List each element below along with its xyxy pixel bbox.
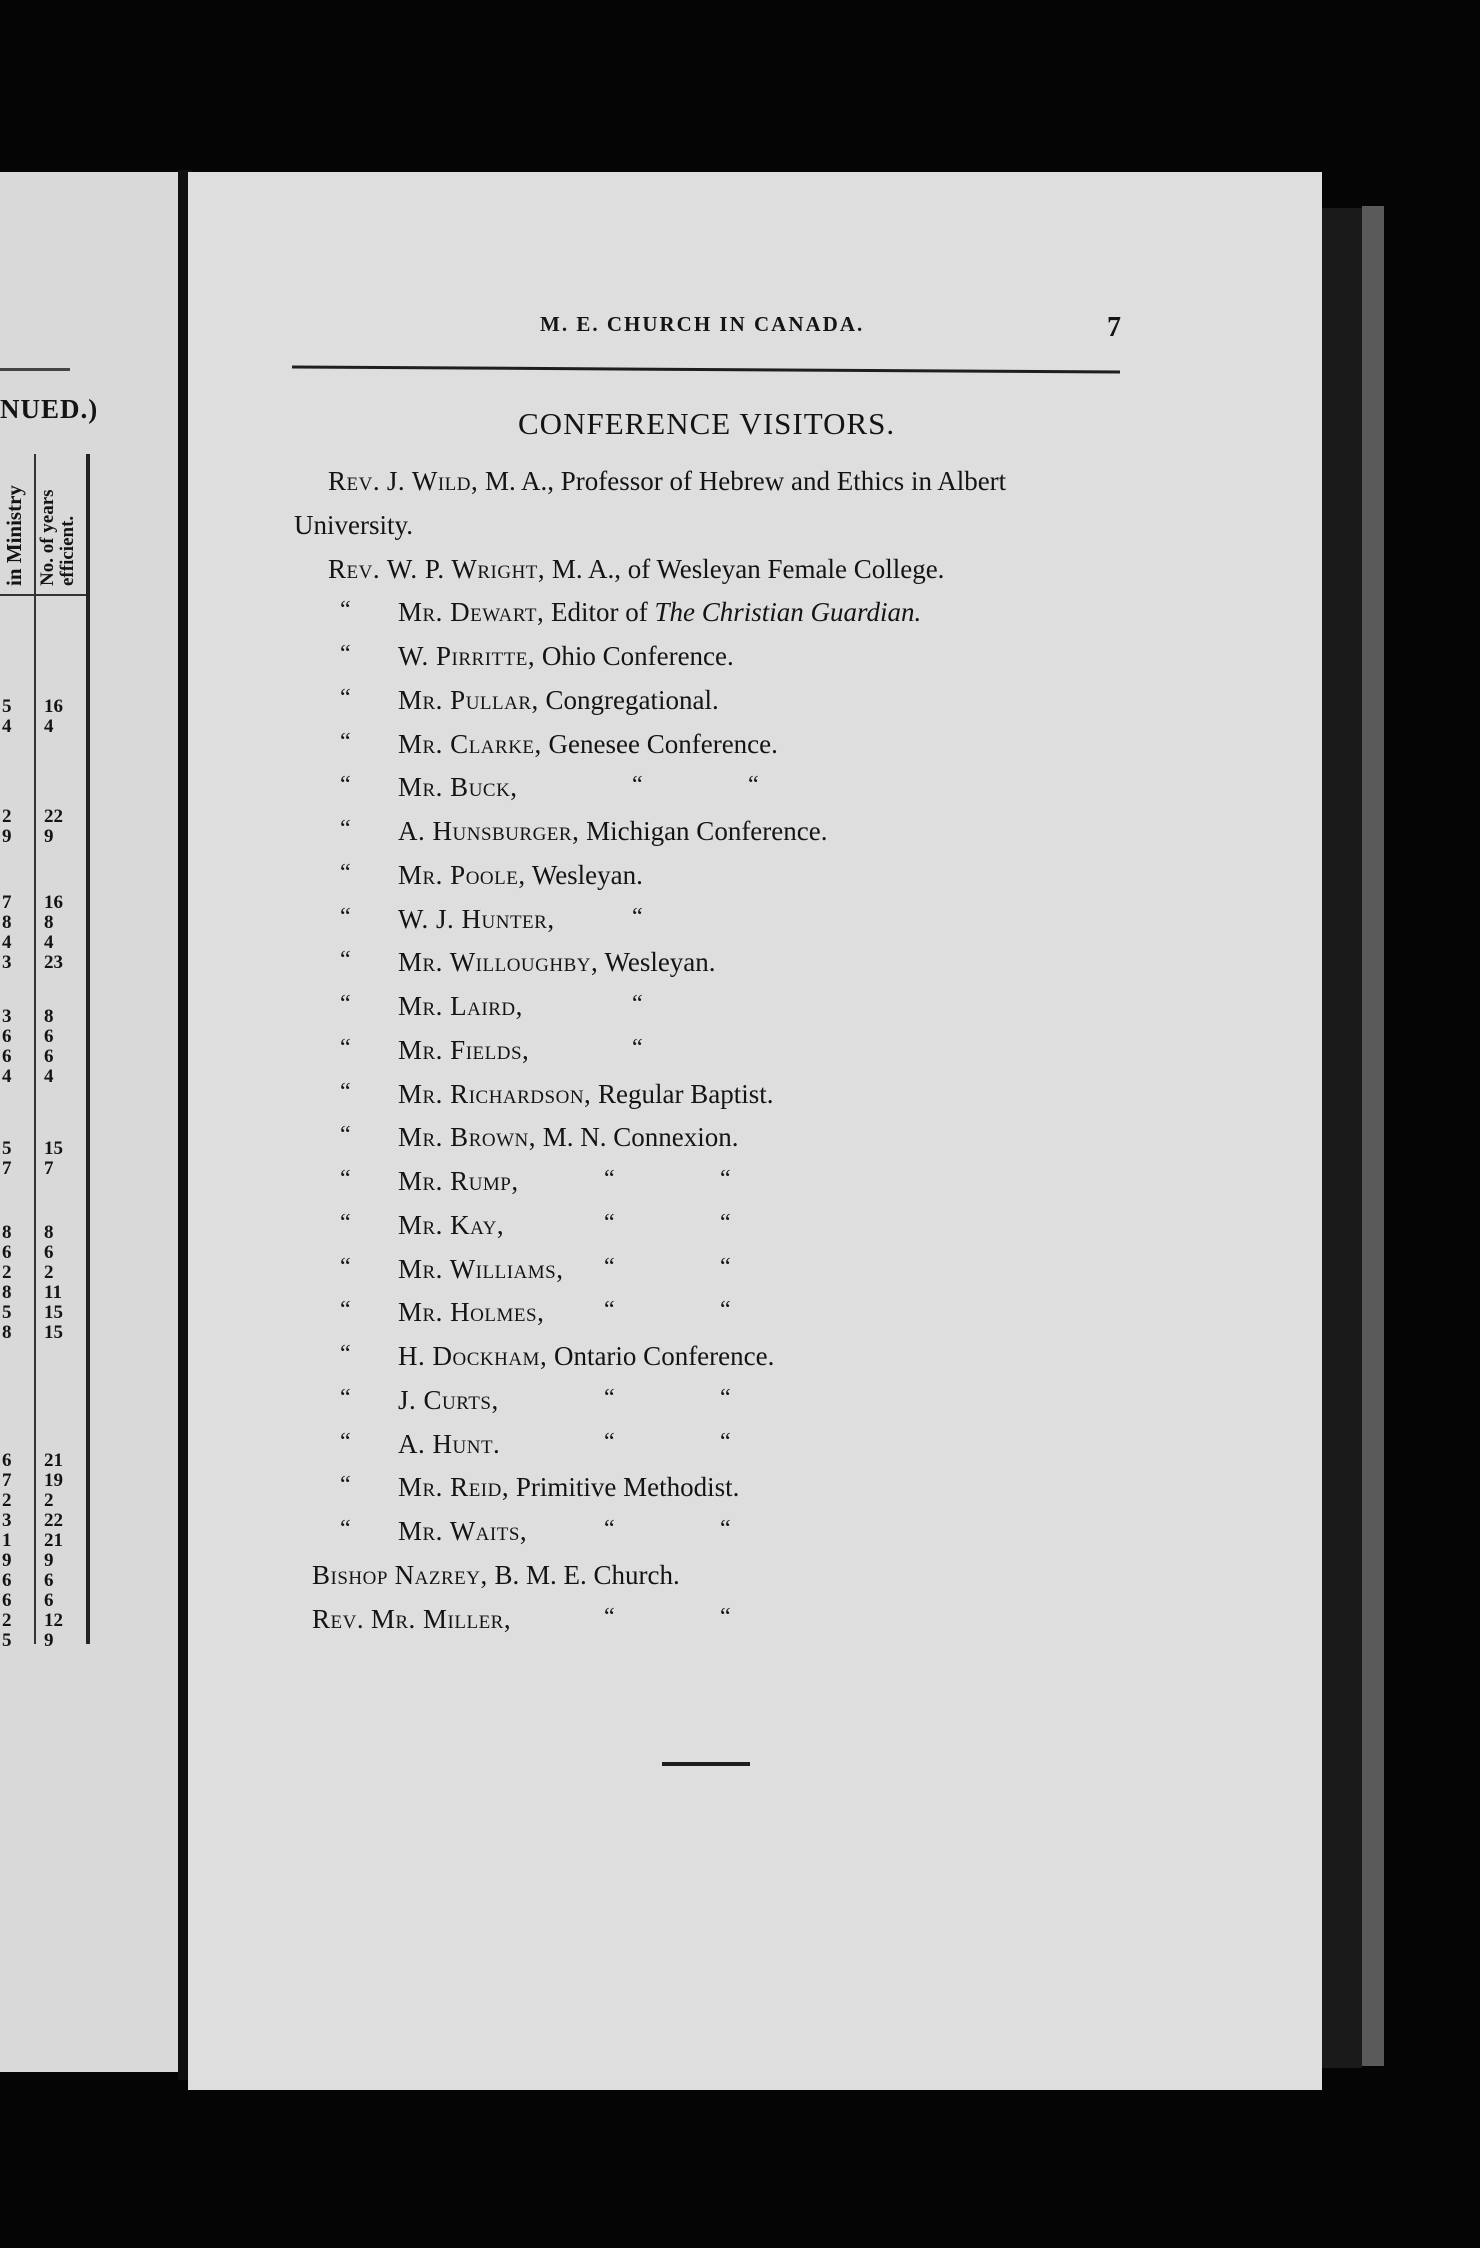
visitor-entry xyxy=(398,904,555,935)
table-cell: 15 xyxy=(44,1322,63,1343)
visitor-name: Mr. Fields, xyxy=(398,1035,530,1065)
ditto-mark: “ xyxy=(340,1297,351,1323)
ditto-mark: “ xyxy=(632,904,643,930)
ditto-mark: “ xyxy=(632,772,643,798)
visitor-name: Mr. Pullar, xyxy=(398,685,539,715)
visitor-affiliation: B. M. E. Church. xyxy=(487,1560,680,1590)
ditto-mark: “ xyxy=(632,991,643,1017)
ditto-mark: “ xyxy=(340,1516,351,1542)
table-cell: 4 xyxy=(2,1066,12,1087)
visitor-name: Mr. Reid, xyxy=(398,1472,510,1502)
visitor-entry xyxy=(398,860,643,891)
table-cell: 7 xyxy=(2,892,12,913)
ditto-mark: “ xyxy=(604,1254,615,1280)
visitor-entry xyxy=(398,1429,500,1460)
visitor-entry xyxy=(398,1166,519,1197)
table-cell: 6 xyxy=(44,1242,54,1263)
ditto-mark: “ xyxy=(340,1472,351,1498)
table-cell: 6 xyxy=(2,1242,12,1263)
visitor-entry xyxy=(398,991,523,1022)
table-cell: 2 xyxy=(2,1490,12,1511)
table-cell: 5 xyxy=(2,1138,12,1159)
table-cell: 4 xyxy=(44,932,54,953)
table-cell: 22 xyxy=(44,806,63,827)
visitor-entry xyxy=(398,685,719,716)
table-cell: 21 xyxy=(44,1530,63,1551)
table-cell: 8 xyxy=(44,1006,54,1027)
ditto-mark: “ xyxy=(632,1035,643,1061)
table-cell: 19 xyxy=(44,1470,63,1491)
title-prefix: Bishop xyxy=(312,1560,388,1590)
visitor-entry xyxy=(398,1385,499,1416)
visitor-entry xyxy=(294,510,413,541)
visitor-entry xyxy=(398,1210,504,1241)
visitor-entry xyxy=(398,597,921,628)
table-cell: 2 xyxy=(2,806,12,827)
table-cell: 6 xyxy=(44,1026,54,1047)
ditto-mark: “ xyxy=(340,947,351,973)
visitor-entry xyxy=(328,554,944,585)
table-header-divider xyxy=(0,594,86,596)
visitor-entry xyxy=(398,641,734,672)
visitor-name: Mr. Richardson, xyxy=(398,1079,592,1109)
visitor-name: Mr. Brown, xyxy=(398,1122,536,1152)
ditto-mark: “ xyxy=(340,597,351,623)
visitor-affiliation: Wesleyan. xyxy=(598,947,716,977)
table-cell: 8 xyxy=(44,1222,54,1243)
table-cell: 15 xyxy=(44,1302,63,1323)
table-cell: 9 xyxy=(44,1630,54,1651)
visitor-name: Mr. Waits, xyxy=(398,1516,528,1546)
ditto-mark: “ xyxy=(720,1429,731,1455)
ditto-mark: “ xyxy=(340,1254,351,1280)
visitor-affiliation: Genesee Conference. xyxy=(541,729,778,759)
visitor-affiliation: Congregational. xyxy=(538,685,719,715)
visitor-entry xyxy=(398,729,778,760)
ditto-mark: “ xyxy=(720,1516,731,1542)
previous-page-table xyxy=(0,454,90,1651)
ditto-mark: “ xyxy=(604,1429,615,1455)
visitor-affiliation: Michigan Conference. xyxy=(579,816,828,846)
table-cell: 2 xyxy=(44,1262,54,1283)
ditto-mark: “ xyxy=(604,1604,615,1630)
ditto-mark: “ xyxy=(604,1516,615,1542)
visitor-name: W. Pirritte, xyxy=(398,641,536,671)
ditto-mark: “ xyxy=(340,729,351,755)
visitor-name: Mr. Rump, xyxy=(398,1166,519,1196)
table-cell: 6 xyxy=(44,1046,54,1067)
visitor-name: Nazrey, xyxy=(394,1560,488,1590)
previous-page xyxy=(0,172,186,2072)
table-cell: 23 xyxy=(44,952,63,973)
ditto-mark: “ xyxy=(720,1604,731,1630)
visitor-entry xyxy=(312,1560,680,1591)
section-title: CONFERENCE VISITORS. xyxy=(518,406,896,441)
visitor-name: Mr. Clarke, xyxy=(398,729,542,759)
ditto-mark: “ xyxy=(340,1079,351,1105)
table-cell: 9 xyxy=(44,1550,54,1571)
ditto-mark: “ xyxy=(340,816,351,842)
ditto-mark: “ xyxy=(720,1210,731,1236)
ditto-mark: “ xyxy=(720,1166,731,1192)
visitor-name: Mr. Willoughby, xyxy=(398,947,599,977)
ditto-mark: “ xyxy=(604,1297,615,1323)
table-cell: 6 xyxy=(44,1590,54,1611)
visitor-entry xyxy=(398,1122,739,1153)
page-number: 7 xyxy=(1107,312,1121,343)
table-cell: 7 xyxy=(2,1470,12,1491)
table-cell: 1 xyxy=(2,1530,12,1551)
ditto-mark: “ xyxy=(748,772,759,798)
visitor-name: Mr. Laird, xyxy=(398,991,523,1021)
visitor-affiliation: M. N. Connexion. xyxy=(536,1122,739,1152)
visitor-name: W. P. Wright, xyxy=(386,554,546,584)
table-cell: 8 xyxy=(2,1222,12,1243)
visitor-name: Mr. Buck, xyxy=(398,772,518,802)
table-cell: 5 xyxy=(2,1302,12,1323)
visitor-affiliation: Primitive Methodist. xyxy=(509,1472,740,1502)
page xyxy=(188,172,1322,2090)
table-cell: 4 xyxy=(44,1066,54,1087)
ditto-mark: “ xyxy=(720,1297,731,1323)
table-cell: 6 xyxy=(2,1026,12,1047)
visitor-name: A. Hunt. xyxy=(398,1429,501,1459)
table-cell: 21 xyxy=(44,1450,63,1471)
table-cell: 8 xyxy=(2,1282,12,1303)
visitor-name: Mr. Dewart, xyxy=(398,597,545,627)
visitor-name: Mr. Holmes, xyxy=(398,1297,545,1327)
visitor-name: Mr. Miller, xyxy=(370,1604,512,1634)
table-cell: 2 xyxy=(2,1262,12,1283)
ditto-mark: “ xyxy=(340,685,351,711)
ditto-mark: “ xyxy=(340,1385,351,1411)
ditto-mark: “ xyxy=(340,860,351,886)
visitor-entry xyxy=(398,1297,544,1328)
column-header-ministry: in Ministry xyxy=(2,485,26,586)
page-edge-outer xyxy=(1362,206,1384,2066)
table-cell: 6 xyxy=(2,1450,12,1471)
table-cell: 7 xyxy=(44,1158,54,1179)
ditto-mark: “ xyxy=(340,991,351,1017)
ditto-mark: “ xyxy=(604,1385,615,1411)
table-cell: 3 xyxy=(2,952,12,973)
ditto-mark: “ xyxy=(720,1385,731,1411)
visitor-entry xyxy=(398,1079,774,1110)
ditto-mark: “ xyxy=(340,641,351,667)
title-prefix: Rev. xyxy=(328,554,381,584)
table-cell: 5 xyxy=(2,1630,12,1651)
publication-title: The Christian Guardian. xyxy=(654,597,922,627)
visitor-affiliation: Ontario Conference. xyxy=(547,1341,775,1371)
table-column-divider xyxy=(34,454,36,1644)
title-prefix: Rev. xyxy=(312,1604,365,1634)
table-cell: 15 xyxy=(44,1138,63,1159)
visitor-affiliation: M. A., of Wesleyan Female College. xyxy=(545,554,945,584)
title-prefix: Rev. xyxy=(328,466,381,496)
ditto-mark: “ xyxy=(604,1166,615,1192)
visitor-affiliation: Editor of xyxy=(544,597,655,627)
visitor-name: A. Hunsburger, xyxy=(398,816,580,846)
visitor-name: J. Curts, xyxy=(398,1385,499,1415)
ditto-mark: “ xyxy=(340,1341,351,1367)
table-cell: 11 xyxy=(44,1282,62,1303)
visitor-entry xyxy=(398,1516,527,1547)
previous-page-heading: NUED.) xyxy=(0,394,99,424)
ditto-mark: “ xyxy=(340,772,351,798)
table-cell: 4 xyxy=(2,932,12,953)
table-cell: 12 xyxy=(44,1610,63,1631)
table-cell: 3 xyxy=(2,1510,12,1531)
table-cell: 16 xyxy=(44,696,63,717)
table-cell: 7 xyxy=(2,1158,12,1179)
visitor-name: H. Dockham, xyxy=(398,1341,548,1371)
ditto-mark: “ xyxy=(604,1210,615,1236)
table-cell: 6 xyxy=(2,1046,12,1067)
visitor-affiliation: Ohio Conference. xyxy=(535,641,734,671)
table-cell: 6 xyxy=(44,1570,54,1591)
visitor-name: W. J. Hunter, xyxy=(398,904,555,934)
visitor-affiliation: Wesleyan. xyxy=(525,860,643,890)
table-cell: 8 xyxy=(2,1322,12,1343)
column-header-years-efficient: No. of years efficient. xyxy=(37,489,78,586)
visitor-entry xyxy=(398,1341,774,1372)
table-cell: 9 xyxy=(44,826,54,847)
table-cell: 2 xyxy=(44,1490,54,1511)
ditto-mark: “ xyxy=(720,1254,731,1280)
visitor-entry xyxy=(398,816,827,847)
table-cell: 9 xyxy=(2,826,12,847)
table-cell: 4 xyxy=(2,716,12,737)
table-cell: 6 xyxy=(2,1570,12,1591)
visitor-entry xyxy=(398,772,518,803)
table-cell: 5 xyxy=(2,696,12,717)
ditto-mark: “ xyxy=(340,1429,351,1455)
continuation-text: University. xyxy=(294,510,413,540)
table-cell: 2 xyxy=(2,1610,12,1631)
visitor-name: J. Wild, xyxy=(386,466,479,496)
visitor-entry xyxy=(312,1604,511,1635)
table-cell: 16 xyxy=(44,892,63,913)
visitor-entry xyxy=(398,1035,529,1066)
running-head: M. E. CHURCH IN CANADA. xyxy=(540,312,865,336)
visitor-entry xyxy=(398,947,716,978)
table-cell: 6 xyxy=(2,1590,12,1611)
previous-page-rule xyxy=(0,368,70,371)
visitor-name: Mr. Poole, xyxy=(398,860,526,890)
table-cell: 4 xyxy=(44,716,54,737)
ditto-mark: “ xyxy=(340,1122,351,1148)
visitor-entry xyxy=(398,1254,563,1285)
ditto-mark: “ xyxy=(340,1035,351,1061)
table-cell: 8 xyxy=(2,912,12,933)
ditto-mark: “ xyxy=(340,1210,351,1236)
ditto-mark: “ xyxy=(340,904,351,930)
page-edge xyxy=(1322,208,1362,2068)
end-rule xyxy=(662,1762,750,1766)
ditto-mark: “ xyxy=(340,1166,351,1192)
table-cell: 8 xyxy=(44,912,54,933)
visitor-name: Mr. Kay, xyxy=(398,1210,505,1240)
table-cell: 9 xyxy=(2,1550,12,1571)
visitor-affiliation: Regular Baptist. xyxy=(591,1079,774,1109)
visitor-entry xyxy=(398,1472,739,1503)
table-cell: 22 xyxy=(44,1510,63,1531)
visitor-name: Mr. Williams, xyxy=(398,1254,564,1284)
table-cell: 3 xyxy=(2,1006,12,1027)
visitor-affiliation: M. A., Professor of Hebrew and Ethics in Albert xyxy=(478,466,1007,496)
visitor-entry xyxy=(328,466,1006,497)
